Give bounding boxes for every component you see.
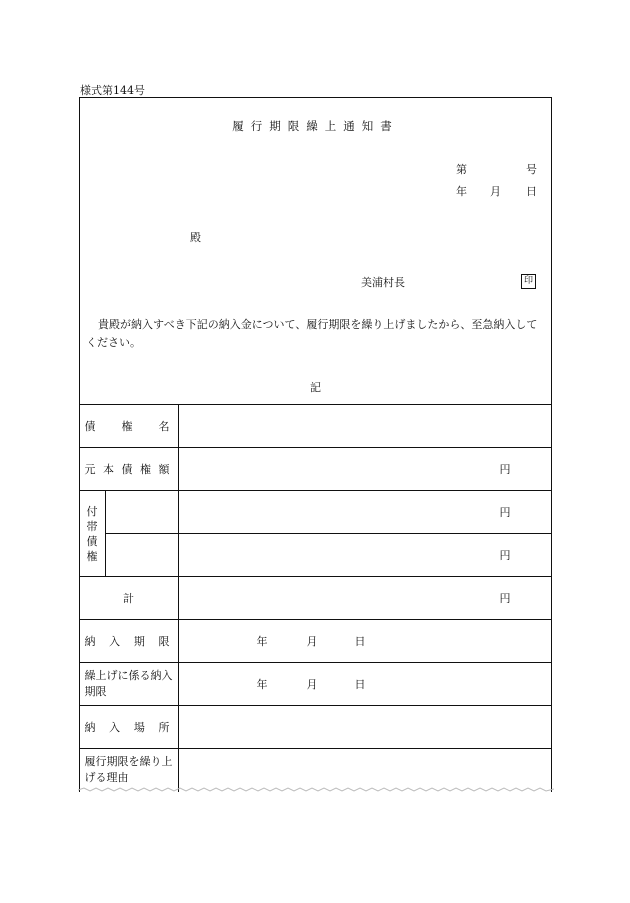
date-year: 年 (456, 185, 467, 198)
table-row (79, 706, 551, 749)
payment-place-value[interactable] (178, 706, 551, 749)
table-row (79, 448, 551, 491)
notice-form (79, 97, 552, 790)
total-label: 計 (79, 577, 178, 620)
payment-deadline-date[interactable]: 年 月 日 (178, 620, 551, 663)
torn-edge (78, 786, 554, 794)
table-row (79, 577, 551, 620)
spread-label: 納 入 期 限 (84, 635, 170, 648)
attached-claim-2-name[interactable] (105, 534, 178, 577)
number-prefix: 第 (456, 163, 467, 176)
table-row (79, 534, 551, 577)
advanced-deadline-date[interactable]: 年 月 日 (178, 663, 551, 706)
principal-amount[interactable]: 円 (178, 448, 551, 491)
payment-deadline-label (79, 620, 178, 663)
form-number: 様式第144号 (80, 84, 145, 97)
addressee-honorific: 殿 (190, 231, 201, 244)
payment-place-label (79, 706, 178, 749)
attached-claim-2-amount[interactable]: 円 (178, 534, 551, 577)
date-month: 月 (490, 185, 501, 198)
attached-claim-1-amount[interactable]: 円 (178, 491, 551, 534)
document-title: 履行期限繰上通知書 (232, 119, 399, 133)
total-amount[interactable]: 円 (178, 577, 551, 620)
advanced-deadline-label: 繰上げに係る納入期限 (79, 663, 178, 706)
claim-name-label (79, 405, 178, 448)
reason-label: 履行期限を繰り上げる理由 (79, 749, 178, 792)
attached-claims-label: 付 帯 債 権 (79, 491, 105, 577)
issuer: 美浦村長 (361, 276, 405, 289)
ki-heading: 記 (310, 381, 321, 394)
details-table (79, 404, 552, 792)
principal-label (79, 448, 178, 491)
date-day: 日 (526, 185, 537, 198)
spread-label: 納 入 場 所 (84, 721, 170, 734)
notice-body: 貴殿が納入すべき下記の納入金について、履行期限を繰り上げましたから、至急納入してください。 (86, 318, 538, 349)
claim-name-value[interactable] (178, 405, 551, 448)
number-suffix: 号 (526, 163, 537, 176)
spread-label: 債 権 名 (84, 420, 170, 433)
spread-label: 元 本 債 権 額 (84, 463, 170, 476)
seal-mark: 印 (521, 273, 536, 289)
table-row (79, 405, 551, 448)
table-row (79, 663, 551, 706)
table-row (79, 491, 551, 534)
attached-claim-1-name[interactable] (105, 491, 178, 534)
table-row (79, 620, 551, 663)
